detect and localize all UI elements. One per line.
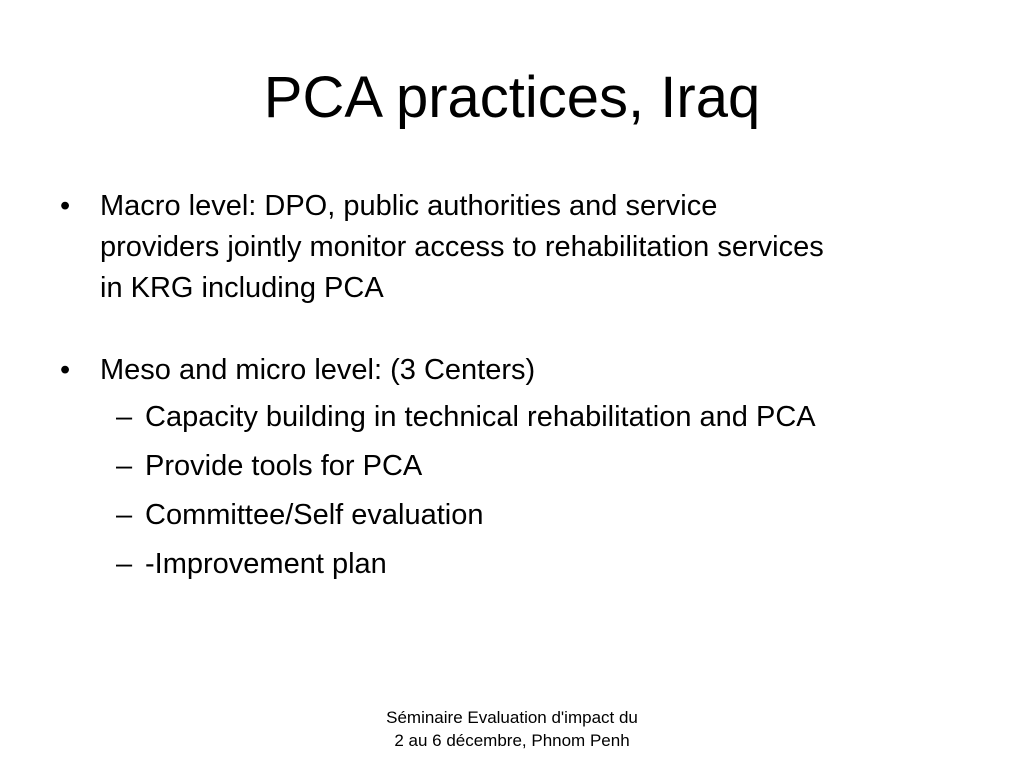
- sub-bullet-committee-evaluation: [58, 495, 978, 536]
- bullet-icon: •: [60, 190, 71, 222]
- bullet-macro-level: [58, 186, 978, 309]
- sub-bullet-provide-tools: [58, 446, 978, 487]
- bullet-text-line-1: Meso and micro level: (3 Centers): [100, 354, 536, 386]
- bullet-text-line-1: Macro level: DPO, public authorities and service: [100, 190, 718, 222]
- slide-title: PCA practices, Iraq: [263, 65, 761, 130]
- footer-line-1: Séminaire Evaluation d'impact du: [386, 708, 638, 727]
- bullet-gap: [58, 309, 978, 350]
- dash-bullet-icon: –: [116, 548, 133, 580]
- slide-footer: [312, 706, 712, 752]
- sub-bullet-capacity-building: [58, 397, 978, 438]
- bullet-text-line-3: in KRG including PCA: [100, 272, 384, 304]
- bullet-meso-micro-level: [58, 350, 978, 391]
- slide-content: [58, 186, 978, 593]
- dash-bullet-icon: –: [116, 401, 133, 433]
- sub-bullet-text: Provide tools for PCA: [145, 450, 423, 482]
- sub-bullet-improvement-plan: [58, 544, 978, 585]
- bullet-text-line-2: providers jointly monitor access to rehabilitation services: [100, 231, 824, 263]
- footer-line-2: 2 au 6 décembre, Phnom Penh: [394, 731, 630, 750]
- dash-bullet-icon: –: [116, 499, 133, 531]
- sub-bullet-text: Capacity building in technical rehabilitation and PCA: [145, 401, 816, 433]
- sub-bullet-text: Committee/Self evaluation: [145, 499, 484, 531]
- sub-bullet-text: -Improvement plan: [145, 548, 387, 580]
- bullet-icon: •: [60, 354, 71, 386]
- sub-bullet-list: [58, 397, 978, 585]
- dash-bullet-icon: –: [116, 450, 133, 482]
